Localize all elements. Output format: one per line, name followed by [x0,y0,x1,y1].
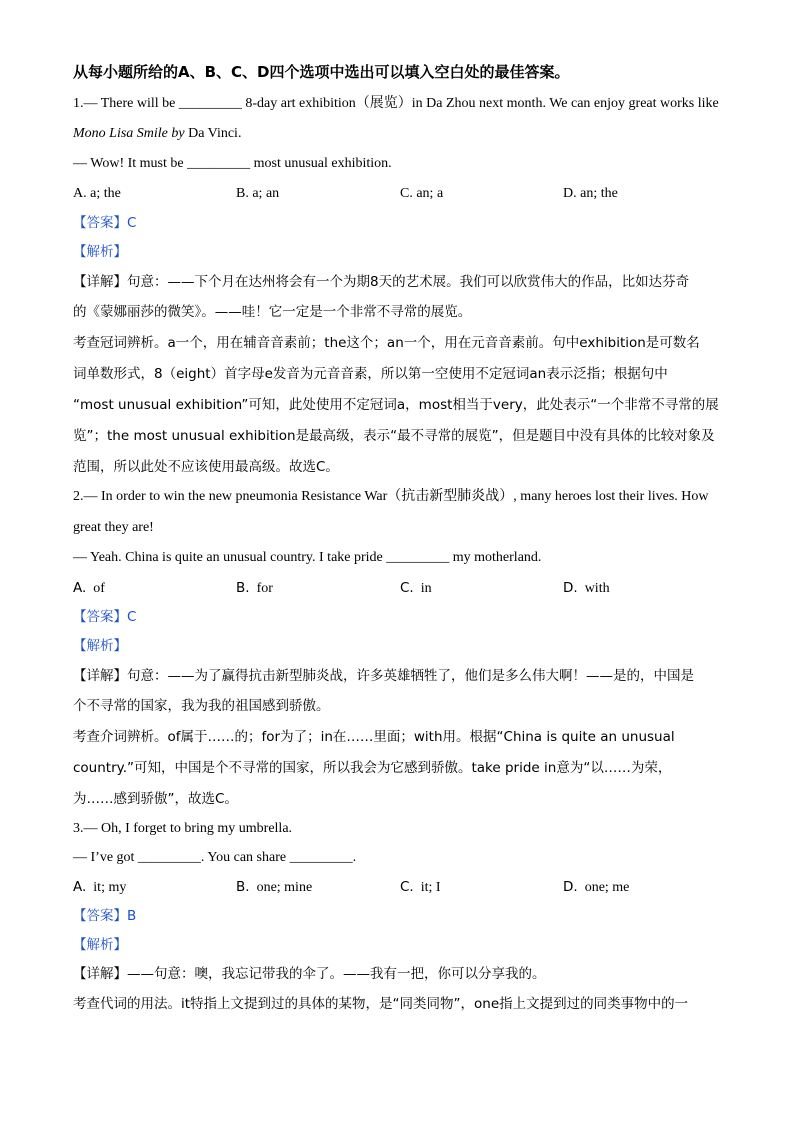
q3-explanation-line-1: 考查代词的用法。it特指上文提到过的具体的某物，是“同类同物”，one指上文提到过的同类事物中的一 [73,996,689,1012]
q1-explanation-line-3: “most unusual exhibition”可知，此处使用不定冠词a，most相当于very，此处表示“一个非常不寻常的展 [73,397,719,413]
q2-option-c [400,578,432,599]
q2-explanation-line-2: country.”可知，中国是个不寻常的国家，所以我会为它感到骄傲。take pride in意为“以……为荣， [73,760,672,776]
q2-option-a [73,578,105,599]
q1-option-a: A. a; the [73,186,121,201]
q2-option-b-letter: B. [236,580,250,596]
q2-option-b [236,578,273,599]
q3-option-a-text: it; my [93,880,127,895]
q2-option-c-text: in [420,581,432,596]
q2-stem-line-3: — Yeah. China is quite an unusual country. I take pride _________ my motherland. [73,550,542,565]
q2-analysis-label: 【解析】 [73,638,127,654]
q3-option-d-letter: D. [563,879,578,895]
q3-option-a [73,877,126,898]
q3-option-b-text: one; mine [256,880,313,895]
q3-option-b-letter: B. [236,879,250,895]
q3-analysis-label: 【解析】 [73,937,127,953]
q2-option-c-letter: C. [400,580,414,596]
q2-option-d-letter: D. [563,580,578,596]
q1-option-d: D. an; the [563,186,618,201]
q3-option-a-letter: A. [73,879,87,895]
q2-stem-line-1: 2.— In order to win the new pneumonia Resistance War（抗击新型肺炎战）, many heroes lost their lives. How [73,489,709,504]
section-title: 从每小题所给的A、B、C、D四个选项中选出可以填入空白处的最佳答案。 [73,63,570,81]
q1-stem-line-3: — Wow! It must be _________ most unusual exhibition. [73,156,392,171]
q2-detail-line-2: 个不寻常的国家，我为我的祖国感到骄傲。 [73,698,330,714]
q3-option-d [563,877,629,898]
q1-answer: 【答案】C [73,215,137,231]
q1-option-b: B. a; an [236,186,280,201]
q2-explanation-line-3: 为……感到骄傲”，故选C。 [73,791,238,807]
q1-artwork-title: Mono Lisa Smile by [73,126,185,141]
q3-detail-line-1: 【详解】——句意：噢，我忘记带我的伞了。——我有一把，你可以分享我的。 [73,966,546,982]
q1-analysis-label: 【解析】 [73,244,127,260]
q2-option-b-text: for [256,581,273,596]
q1-detail-line-1: 【详解】句意：——下个月在达州将会有一个为期8天的艺术展。我们可以欣赏伟大的作品，比如达芬奇 [73,274,690,290]
q3-answer: 【答案】B [73,908,137,924]
q3-option-c-letter: C. [400,879,414,895]
q3-stem-line-1: 3.— Oh, I forget to bring my umbrella. [73,821,293,836]
q1-explanation-line-5: 范围，所以此处不应该使用最高级。故选C。 [73,459,339,475]
q2-option-a-text: of [93,581,105,596]
q2-option-a-letter: A. [73,580,87,596]
q1-detail-line-2: 的《蒙娜丽莎的微笑》。——哇！它一定是一个非常不寻常的展览。 [73,304,472,320]
q3-option-b [236,877,312,898]
q3-stem-line-2: — I’ve got _________. You can share _________. [73,850,357,865]
q2-stem-line-2: great they are! [73,520,154,535]
q1-explanation-line-4: 览”；the most unusual exhibition是最高级，表示“最不寻常的展览”，但是题目中没有具体的比较对象及 [73,428,715,444]
q2-option-d [563,578,610,599]
q1-stem-line-2 [73,124,241,144]
q1-stem-line-1: 1.— There will be _________ 8-day art exhibition（展览）in Da Zhou next month. We can enjoy great works like [73,96,719,111]
q2-answer: 【答案】C [73,609,137,625]
q2-explanation-line-1: 考查介词辨析。of属于……的；for为了；in在……里面；with用。根据“China is quite an unusual [73,729,675,745]
q3-option-c-text: it; I [420,880,441,895]
q1-artwork-rest: Da Vinci. [184,126,242,141]
q1-explanation-line-1: 考查冠词辨析。a一个，用在辅音音素前；the这个；an一个，用在元音音素前。句中exhibition是可数名 [73,335,700,351]
q2-option-d-text: with [584,581,610,596]
q1-explanation-line-2: 词单数形式，8（eight）首字母e发音为元音音素，所以第一空使用不定冠词an表示泛指；根据句中 [73,366,668,382]
q1-option-c: C. an; a [400,186,444,201]
q2-detail-line-1: 【详解】句意：——为了赢得抗击新型肺炎战，许多英雄牺牲了，他们是多么伟大啊！——是的，中国是 [73,668,694,684]
q3-option-d-text: one; me [584,880,630,895]
q3-option-c [400,877,441,898]
